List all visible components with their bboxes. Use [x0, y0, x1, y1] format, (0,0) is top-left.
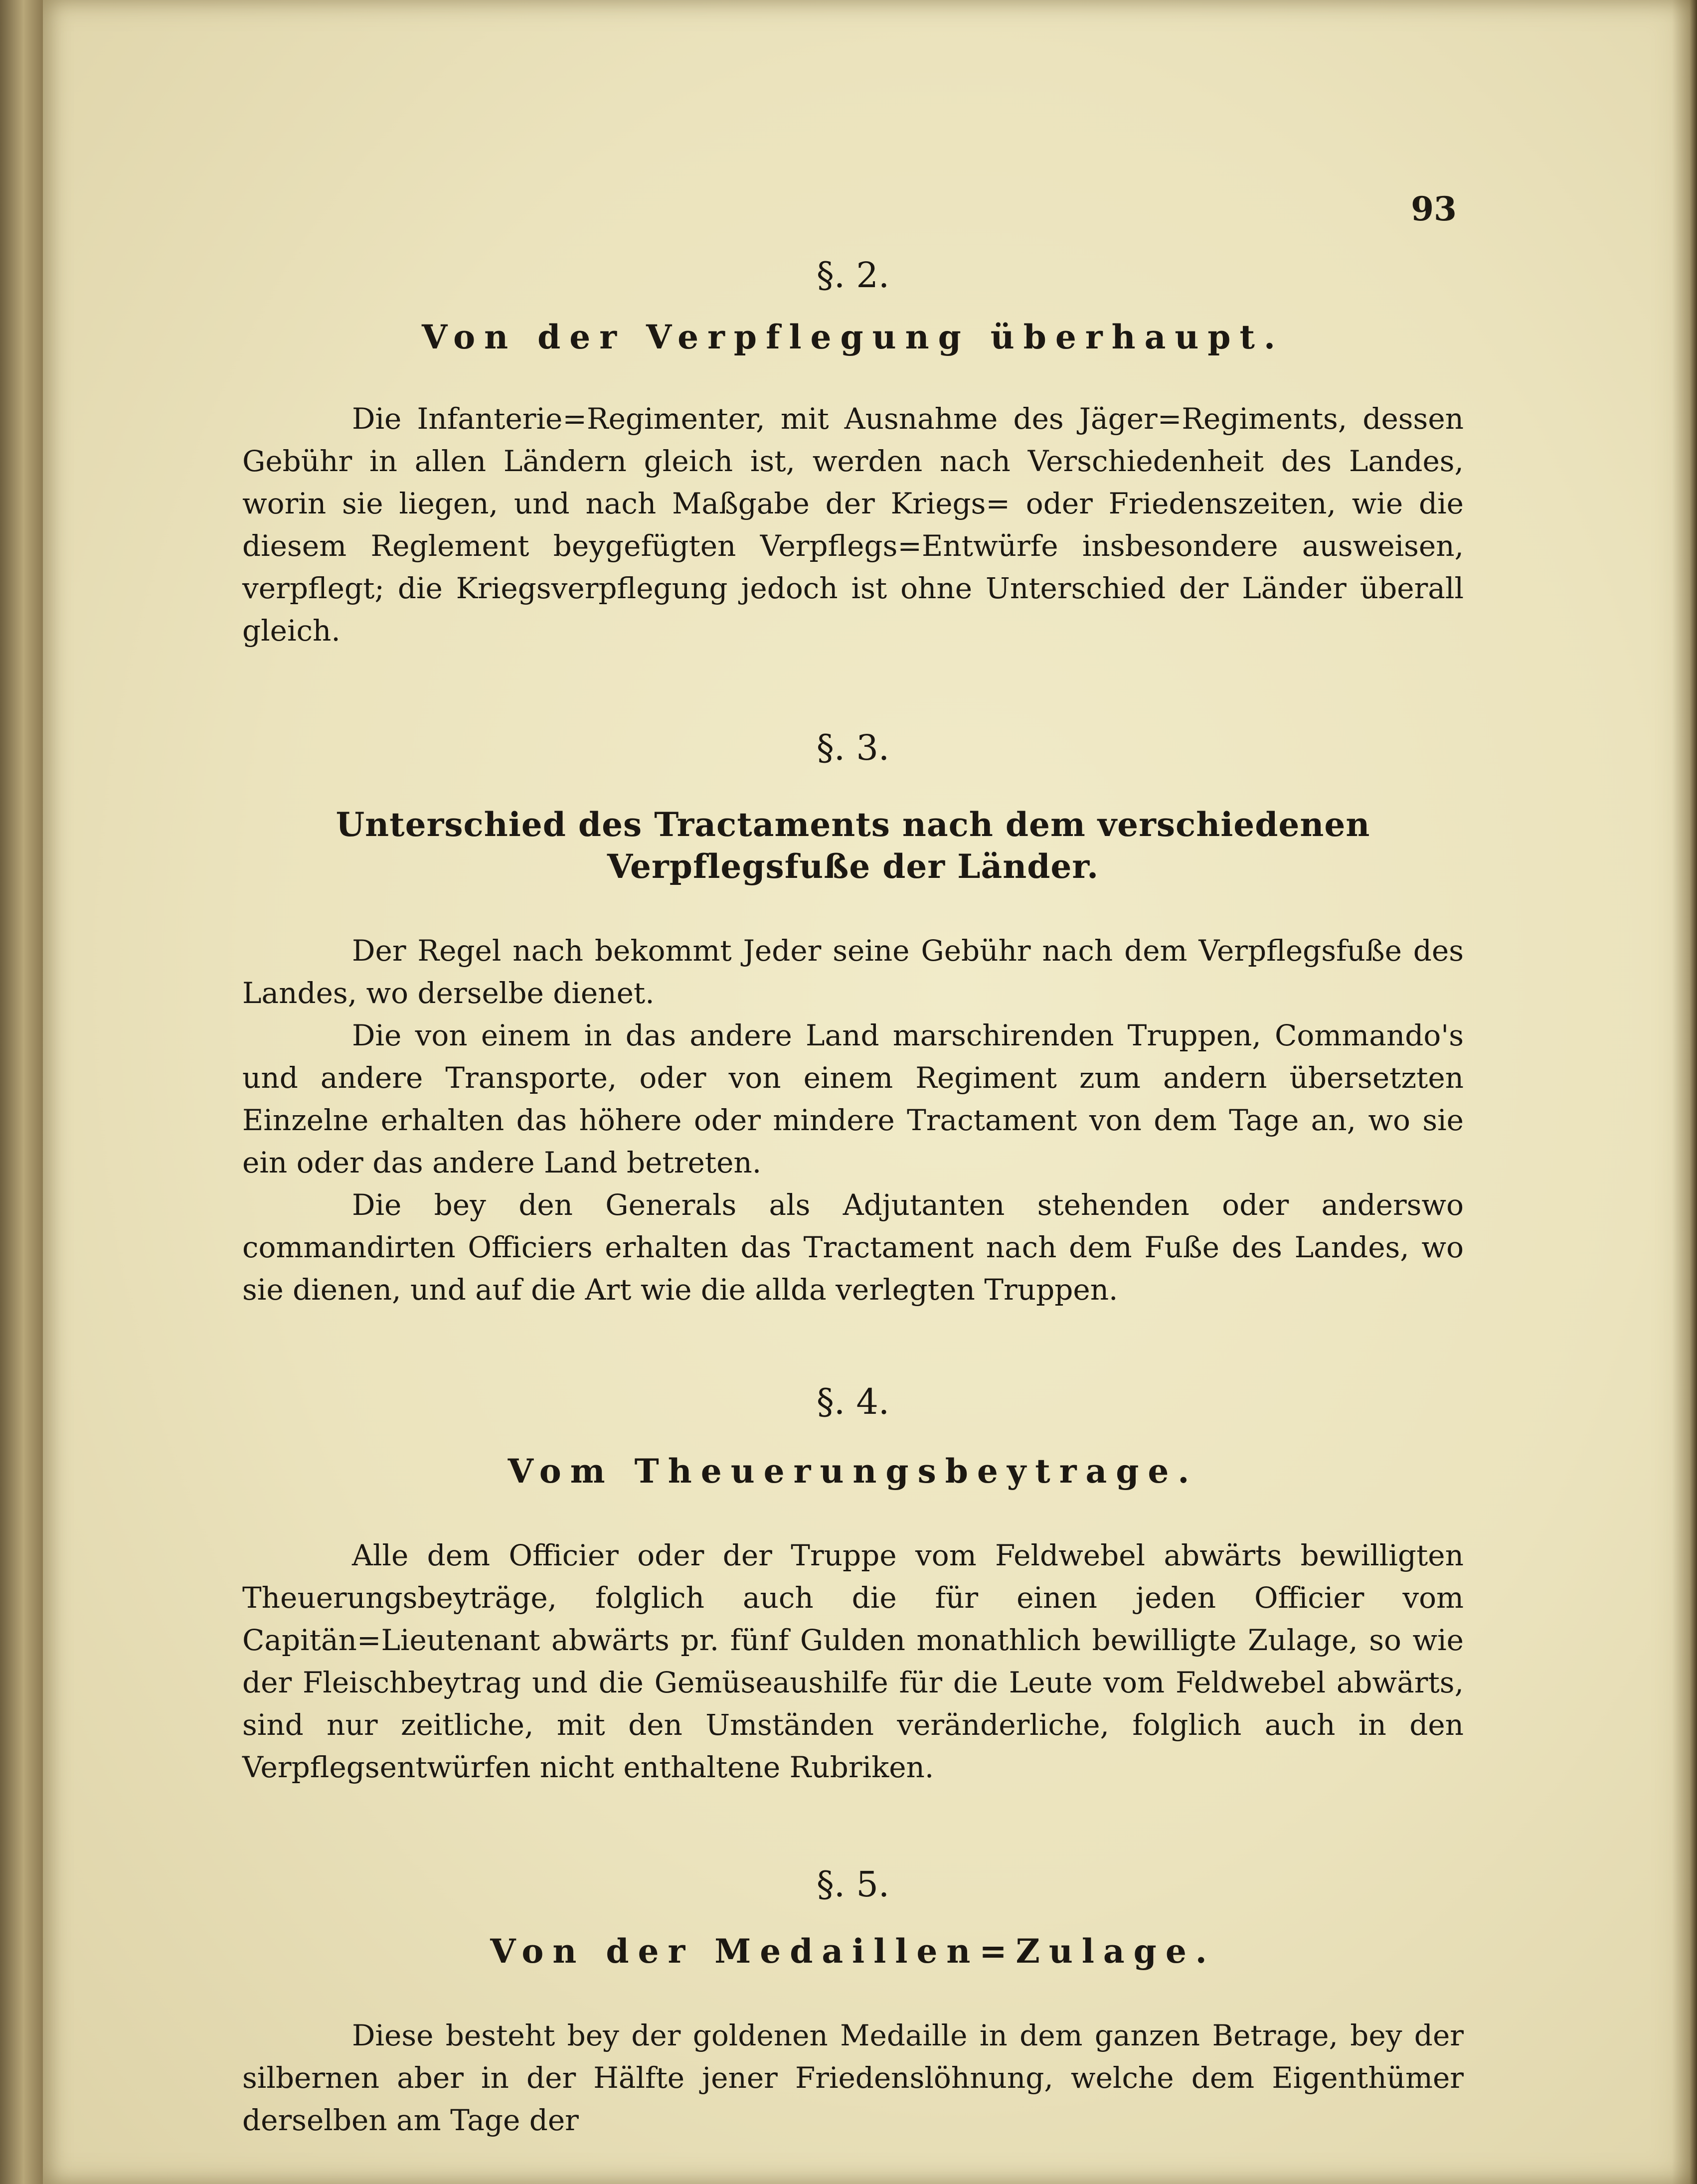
section-4 — [242, 1381, 1464, 1789]
section-mark: §. 4. — [816, 1381, 890, 1422]
section-5 — [242, 1863, 1464, 2142]
facing-page-edge — [0, 0, 43, 2184]
paragraph: Die von einem in das andere Land marschirenden Truppen, Commando's und andere Transporte, oder von einem Regiment zum andern übersetzten Einzelne erhalten das höhere oder mindere Tractament von dem Tage an, wo sie ein oder das andere Land betreten. — [242, 1018, 1464, 1179]
section-mark: §. 2. — [816, 255, 890, 296]
paragraph: Alle dem Officier oder der Truppe vom Feldwebel abwärts bewilligten Theuerungsbeyträge, folglich auch die für einen jeden Officier vom Capitän=Lieutenant abwärts pr. fünf Gulden monathlich bewilligte Zulage, so wie der Fleischbeytrag und die Gemüseaushilfe für die Leute vom Feldwebel abwärts, sind nur zeitliche, mit den Umständen veränderliche, folglich auch in den Verpflegsentwürfen nicht enthaltene Rubriken. — [242, 1538, 1464, 1784]
paragraph: Der Regel nach bekommt Jeder seine Gebühr nach dem Verpflegsfuße des Landes, wo derselbe dienet. — [242, 934, 1464, 1010]
page-content — [242, 254, 1464, 2142]
page-number: 93 — [1411, 189, 1457, 228]
section-title: Vom Theuerungsbeytrage. — [508, 1452, 1198, 1491]
section-title: Von der Medaillen=Zulage. — [490, 1932, 1216, 1971]
paragraph: Diese besteht bey der goldenen Medaille in dem ganzen Betrage, bey der silbernen aber in der Hälfte jener Friedenslöhnung, welche dem Eigenthümer derselben am Tage der — [242, 2018, 1464, 2137]
section-title: Von der Verpflegung überhaupt. — [421, 318, 1285, 356]
section-3 — [242, 727, 1464, 1311]
section-mark: §. 5. — [816, 1864, 890, 1905]
paragraph: Die bey den Generals als Adjutanten stehenden oder anderswo commandirten Officiers erhalten das Tractament nach dem Fuße des Landes, wo sie dienen, und auf die Art wie die allda verlegten Truppen. — [242, 1188, 1464, 1307]
paragraph: Die Infanterie=Regimenter, mit Ausnahme des Jäger=Regiments, dessen Gebühr in allen Ländern gleich ist, werden nach Verschiedenheit des Landes, worin sie liegen, und nach Maßgabe der Kriegs= oder Friedenszeiten, wie die diesem Reglement beygefügten Verpflegs=Entwürfe insbesondere ausweisen, verpflegt; die Kriegsverpflegung jedoch ist ohne Unterschied der Länder überall gleich. — [242, 402, 1464, 648]
section-mark: §. 3. — [816, 727, 890, 768]
section-title: Unterschied des Tractaments nach dem verschiedenen Verpflegsfuße der Länder. — [336, 805, 1370, 886]
section-2 — [242, 254, 1464, 652]
book-page — [43, 0, 1697, 2184]
